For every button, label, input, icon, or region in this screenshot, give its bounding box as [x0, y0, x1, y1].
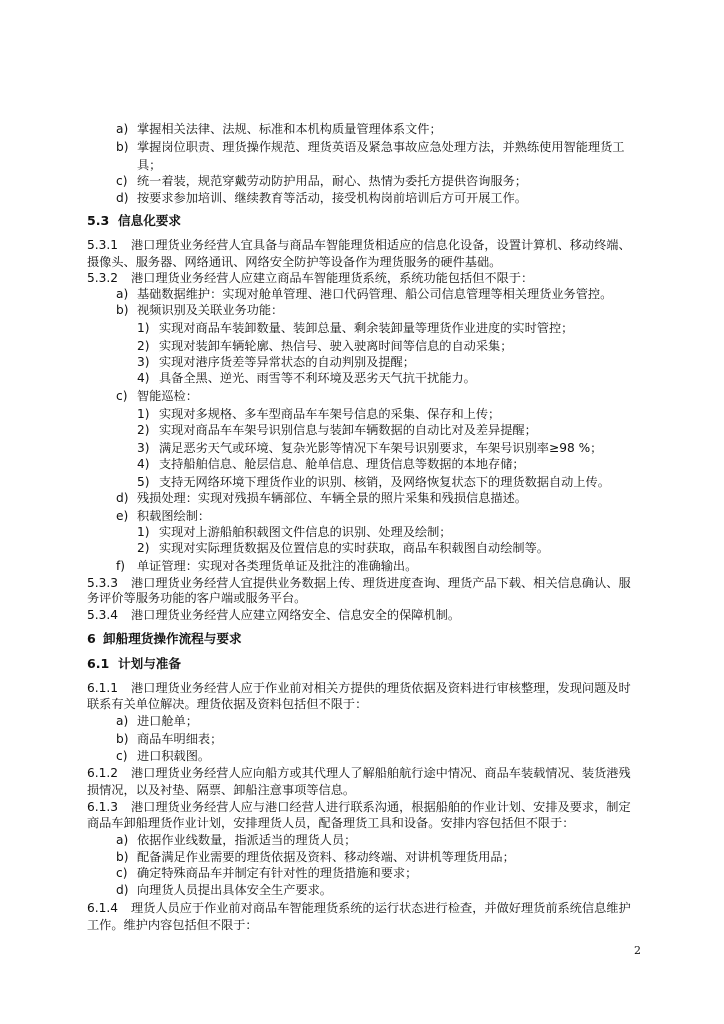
clause-text: 依据作业线数量，指派适当的理货人员；	[137, 833, 357, 847]
clause-text: 进口舱单；	[137, 714, 198, 728]
clause-text: 港口理货业务经营人应建立商品车智能理货系统，系统功能包括但不限于：	[131, 271, 534, 285]
clause-text: 智能巡检：	[137, 389, 198, 403]
page-number: 2	[634, 944, 641, 957]
clause-text: 实现对商品车装卸数量、装卸总量、剩余装卸量等理货作业进度的实时管控；	[159, 321, 574, 335]
clause-text: 理货人员应于作业前对商品车智能理货系统的运行状态进行检查，并做好理货前系统信息维护	[131, 901, 631, 915]
clause-number: 6	[87, 631, 96, 646]
clause-number: 2)	[137, 541, 150, 555]
clause-number: 5)	[137, 475, 150, 489]
clause-text: 向理货人员提出具体安全生产要求。	[137, 883, 332, 897]
clause-number: b)	[116, 303, 129, 317]
clause-number: d)	[116, 191, 129, 205]
clause-text: 联系有关单位解决。理货依据及资料包括但不限于：	[87, 697, 368, 711]
clause-number: 6.1.1	[87, 681, 119, 695]
clause-text: 进口积载图。	[137, 749, 211, 763]
clause-number: 3)	[137, 355, 150, 369]
clause-number: 5.3.3	[87, 576, 119, 590]
clause-number: 6.1.2	[87, 766, 119, 780]
clause-number: 2)	[137, 339, 150, 353]
clause-number: c)	[116, 866, 128, 880]
clause-text: 港口理货业务经营人宜具备与商品车智能理货相适应的信息化设备，设置计算机、移动终端、	[131, 238, 631, 252]
clause-text: 损情况，以及衬垫、隔票、卸船注意事项等信息。	[87, 783, 356, 797]
clause-text: 掌握相关法律、法规、标准和本机构质量管理体系文件；	[137, 122, 442, 136]
clause-text: 实现对多规格、多车型商品车车架号信息的采集、保存和上传；	[159, 407, 501, 421]
clause-text: 实现对商品车车架号识别信息与装卸车辆数据的自动比对及差异提醒；	[159, 423, 537, 437]
clause-text: 配备满足作业需要的理货依据及资料、移动终端、对讲机等理货用品；	[137, 850, 515, 864]
clause-number: a)	[116, 833, 129, 847]
clause-text: 实现对上游船舶积载图文件信息的识别、处理及绘制；	[159, 525, 452, 539]
clause-number: e)	[116, 509, 129, 523]
clause-text: 视频识别及关联业务功能：	[137, 303, 284, 317]
clause-text: 商品车明细表；	[137, 732, 223, 746]
clause-text: 积载图绘制：	[137, 509, 211, 523]
clause-text: 确定特殊商品车并制定有针对性的理货措施和要求；	[137, 866, 418, 880]
clause-number: c)	[116, 389, 128, 403]
clause-number: 5.3.4	[87, 608, 119, 622]
clause-number: 3)	[137, 441, 150, 455]
clause-number: d)	[116, 491, 129, 505]
clause-text: 残损处理：实现对残损车辆部位、车辆全景的照片采集和残损信息描述。	[137, 491, 527, 505]
clause-text: 计划与准备	[118, 656, 181, 671]
clause-number: 1)	[137, 407, 150, 421]
clause-number: f)	[116, 559, 126, 573]
clause-number: a)	[116, 122, 129, 136]
clause-number: a)	[116, 287, 129, 301]
clause-text: 港口理货业务经营人应向船方或其代理人了解船舶航行途中情况、商品车装载情况、装货港残	[131, 766, 631, 780]
clause-number: c)	[116, 174, 128, 188]
clause-number: c)	[116, 749, 128, 763]
clause-number: 2)	[137, 423, 150, 437]
clause-text: 摄像头、服务器、网络通讯、网络安全防护等设备作为理货服务的硬件基础。	[87, 255, 502, 269]
clause-text: 实现对实际理货数据及位置信息的实时获取，商品车积载图自动绘制等。	[159, 541, 549, 555]
clause-text: 支持无网络环境下理货作业的识别、核销，及网络恢复状态下的理货数据自动上传。	[159, 475, 610, 489]
clause-number: d)	[116, 883, 129, 897]
clause-number: b)	[116, 140, 129, 154]
clause-number: 6.1	[87, 656, 110, 671]
clause-text: 基础数据维护：实现对舱单管理、港口代码管理、船公司信息管理等相关理货业务管控。	[137, 287, 613, 301]
clause-number: a)	[116, 714, 129, 728]
clause-text: 实现对港序货差等异常状态的自动判别及提醒；	[159, 355, 415, 369]
clause-number: 5.3.2	[87, 271, 119, 285]
clause-text: 统一着装，规范穿戴劳动防护用品，耐心、热情为委托方提供咨询服务；	[137, 174, 527, 188]
clause-text: 港口理货业务经营人应于作业前对相关方提供的理货依据及资料进行审核整理，发现问题及时	[131, 681, 631, 695]
clause-number: 5.3.1	[87, 238, 119, 252]
clause-text: 港口理货业务经营人应建立网络安全、信息安全的保障机制。	[131, 608, 461, 622]
clause-text: 支持船舶信息、舱层信息、舱单信息、理货信息等数据的本地存储；	[159, 457, 525, 471]
clause-text: 掌握岗位职责、理货操作规范、理货英语及紧急事故应急处理方法，并熟练使用智能理货工	[137, 140, 625, 154]
clause-text: 具备全黑、逆光、雨雪等不利环境及恶劣天气抗干扰能力。	[159, 371, 476, 385]
clause-text: 实现对装卸车辆轮廓、热信号、驶入驶离时间等信息的自动采集；	[159, 339, 513, 353]
clause-text: 具；	[137, 158, 162, 172]
clause-text: 满足恶劣天气或环境、复杂光影等情况下车架号识别要求，车架号识别率≥98 %；	[159, 441, 603, 455]
clause-text: 商品车卸船理货作业计划，安排理货人员，配备理货工具和设备。安排内容包括但不限于：	[87, 816, 575, 830]
clause-text: 卸船理货操作流程与要求	[103, 631, 242, 646]
clause-number: 6.1.4	[87, 901, 119, 915]
clause-number: 6.1.3	[87, 800, 119, 814]
clause-text: 信息化要求	[118, 213, 181, 228]
clause-text: 单证管理：实现对各类理货单证及批注的准确输出。	[137, 559, 418, 573]
clause-number: 4)	[137, 371, 150, 385]
clause-number: 1)	[137, 321, 150, 335]
clause-number: 5.3	[87, 213, 110, 228]
clause-text: 务评价等服务功能的客户端或服务平台。	[87, 591, 307, 605]
clause-number: b)	[116, 732, 129, 746]
clause-text: 工作。维护内容包括但不限于：	[87, 918, 258, 932]
clause-text: 港口理货业务经营人宜提供业务数据上传、理货进度查询、理货产品下载、相关信息确认、服	[131, 576, 631, 590]
clause-number: 4)	[137, 457, 150, 471]
clause-number: 1)	[137, 525, 150, 539]
clause-text: 港口理货业务经营人应与港口经营人进行联系沟通，根据船舶的作业计划、安排及要求，制定	[131, 800, 631, 814]
clause-text: 按要求参加培训、继续教育等活动，接受机构岗前培训后方可开展工作。	[137, 191, 527, 205]
clause-number: b)	[116, 850, 129, 864]
